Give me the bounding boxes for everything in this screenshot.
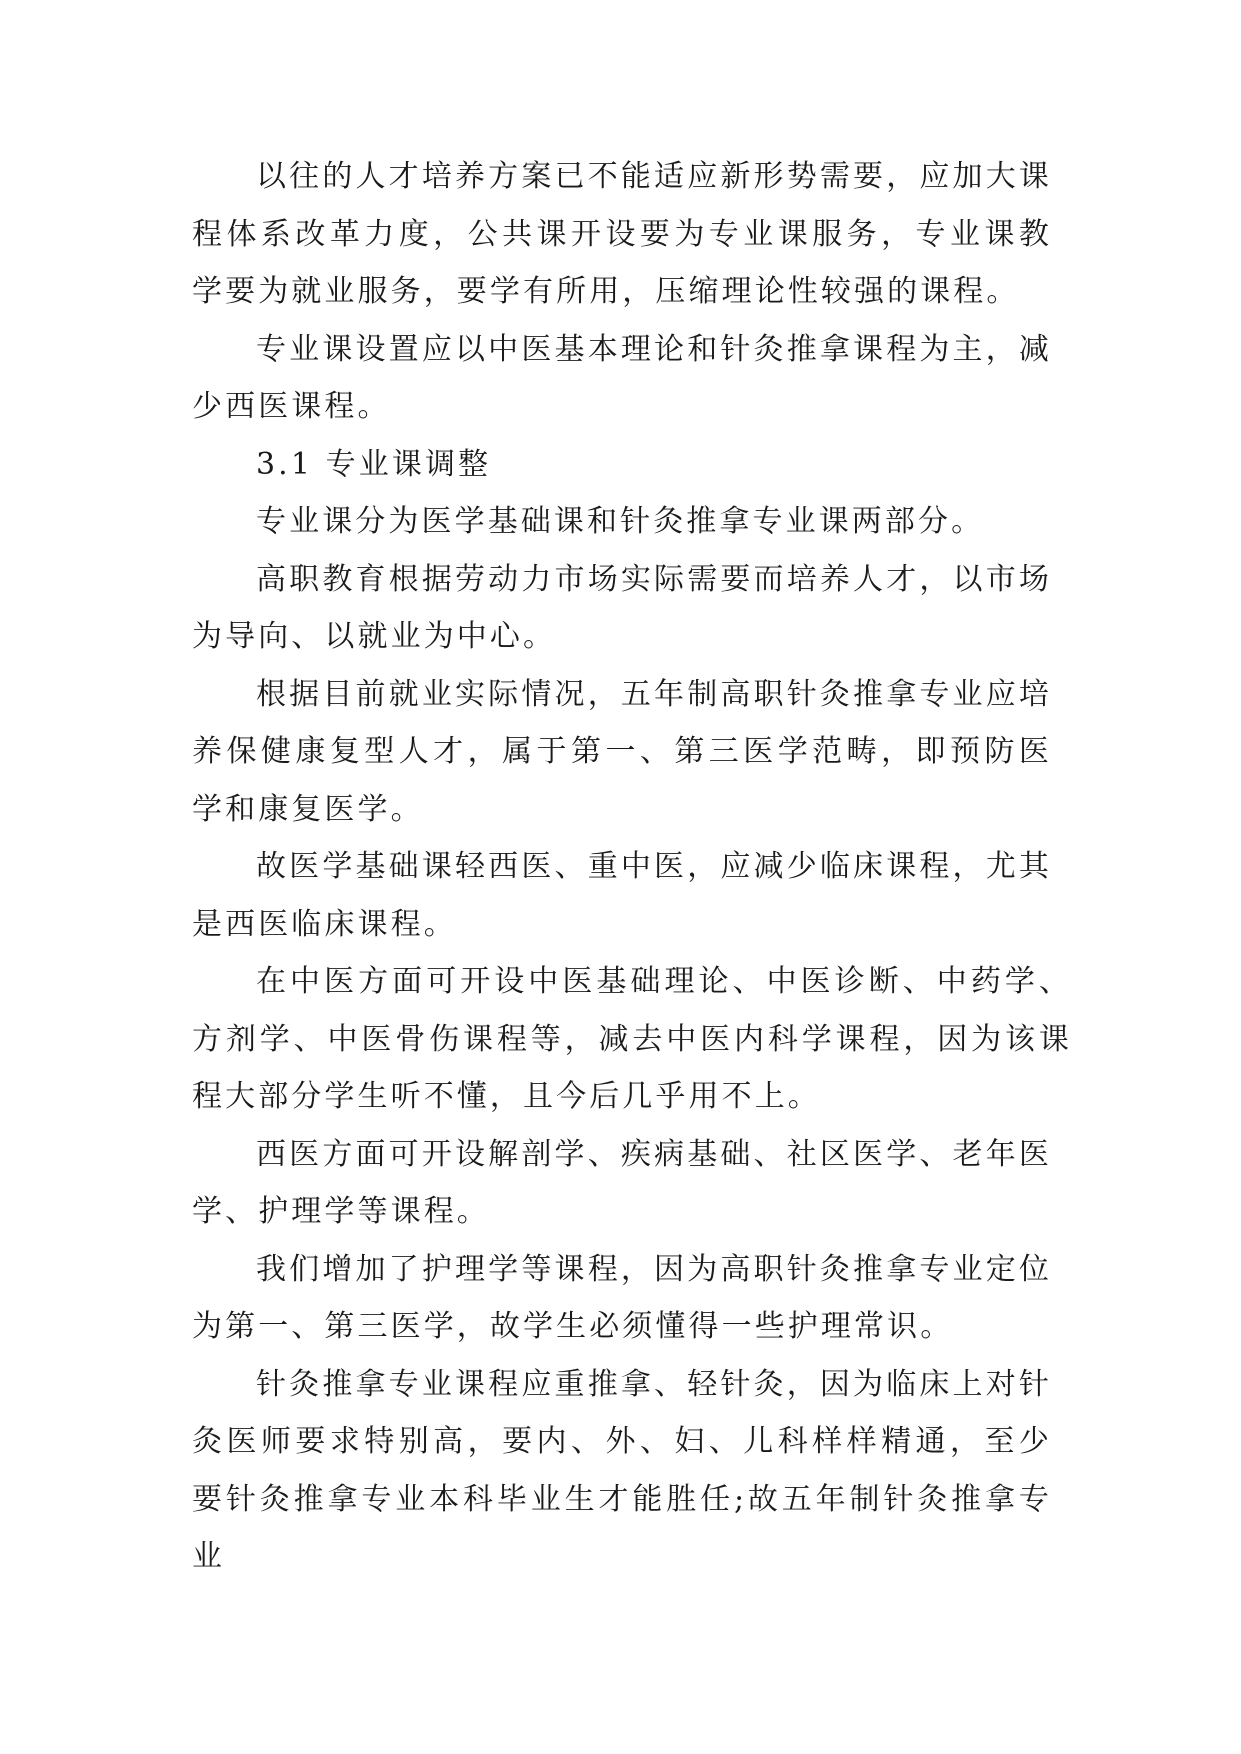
document-body: [192, 148, 1072, 1586]
paragraph-course-division: 专业课分为医学基础课和针灸推拿专业课两部分。: [256, 504, 985, 539]
paragraph-tcm-courses: 在中医方面可开设中医基础理论、中医诊断、中药学、方剂学、中医骨伤课程等，减去中医内科学课程，因为该课程大部分学生听不懂，且今后几乎用不上。: [192, 964, 1072, 1114]
paragraph-market-orientation: 高职教育根据劳动力市场实际需要而培养人才，以市场为导向、以就业为中心。: [192, 561, 1052, 654]
paragraph-talent-type: 根据目前就业实际情况，五年制高职针灸推拿专业应培养保健康复型人才，属于第一、第三医学范畴，即预防医学和康复医学。: [192, 676, 1052, 827]
paragraph-western-courses: 西医方面可开设解剖学、疾病基础、社区医学、老年医学、护理学等课程。: [192, 1136, 1052, 1229]
paragraph-curriculum-reform: 以往的人才培养方案已不能适应新形势需要，应加大课程体系改革力度，公共课开设要为专业课服务，专业课教学要为就业服务，要学有所用，压缩理论性较强的课程。: [192, 159, 1052, 309]
paragraph-acupuncture-massage: 针灸推拿专业课程应重推拿、轻针灸，因为临床上对针灸医师要求特别高，要内、外、妇、儿科样样精通，至少要针灸推拿专业本科毕业生才能胜任;故五年制针灸推拿专业: [192, 1366, 1052, 1574]
paragraph-nursing-courses: 我们增加了护理学等课程，因为高职针灸推拿专业定位为第一、第三医学，故学生必须懂得一些护理常识。: [192, 1251, 1052, 1344]
section-heading-3-1: 3.1 专业课调整: [256, 446, 492, 482]
paragraph-basic-courses: 故医学基础课轻西医、重中医，应减少临床课程，尤其是西医临床课程。: [192, 849, 1052, 942]
paragraph-course-setting: 专业课设置应以中医基本理论和针灸推拿课程为主，减少西医课程。: [192, 331, 1052, 424]
